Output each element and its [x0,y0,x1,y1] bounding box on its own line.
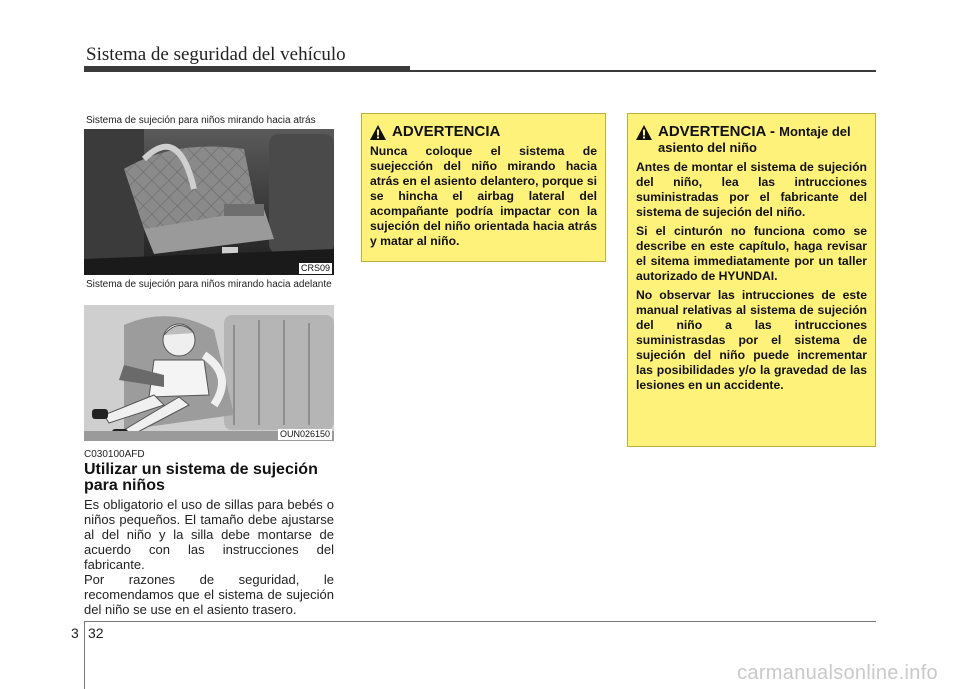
figure-code-crs09: CRS09 [300,263,330,273]
body-paragraph-2: Por razones de seguridad, le recomendamos que el sistema de sujeción del niño se use en el asiento trasero. [84,572,334,617]
warning-paragraph-3: No observar las intrucciones de este manual relativas al sistema de sujeción del niño a las intrucciones suministrasdas por el sistema de sujeción del niño puede incrementar las posibilidades y/o la gravedad de las lesiones en un accidente. [636,288,867,392]
figure-caption-forward-facing: Sistema de sujeción para niños mirando hacia adelante [86,279,332,290]
warning-title-separator: - [769,123,775,140]
page-header-title: Sistema de seguridad del vehículo [86,44,346,65]
forward-facing-seat-illustration [84,305,334,441]
warning-box-airbag [361,113,606,262]
warning-text: Nunca coloque el sistema de suejección del niño mirando hacia atrás en el asiento delantero, porque si se hincha el airbag lateral del acompañante podría impactar con la sujeción del niño orientada hacia atrás y matar al niño. [370,144,597,248]
warning-title-group [658,124,867,156]
section-code: C030100AFD [84,449,145,460]
warning-triangle-icon [636,125,652,140]
warning-title: ADVERTENCIA [658,123,766,140]
warning-subtitle: Montaje del asiento del niño [658,124,851,155]
rear-facing-seat-illustration [84,129,334,275]
warning-paragraph-2: Si el cinturón no funciona como se describe en este capítulo, haga revisar el sitema immediatamente por un taller autorizado de HYUNDAI. [636,224,867,283]
figure-code-oun026150: OUN026150 [279,429,330,439]
footer-rule [84,621,876,622]
warning-header [370,124,597,140]
header-rule-thick [84,66,410,72]
footer-divider [84,621,85,689]
warning-triangle-icon [370,125,386,140]
warning-box-child-seat-install [627,113,876,447]
page-chapter-number: 3 [71,625,79,641]
header-rule-thin [410,70,876,72]
warning-header [636,124,867,156]
figure-rear-facing-seat [84,129,334,275]
body-paragraph-1: Es obligatorio el uso de sillas para bebés o niños pequeños. El tamaño debe ajustarse al del niño y la silla debe montarse de acuerdo con las instrucciones del fabricante. [84,497,334,572]
warning-paragraph-1: Antes de montar el sistema de sujeción del niño, lea las intrucciones suministradas por el fabricante del sistema de sujeción del niño. [636,160,867,219]
page-number: 32 [88,625,104,641]
figure-caption-rear-facing: Sistema de sujeción para niños mirando hacia atrás [86,115,316,126]
figure-forward-facing-seat [84,305,334,441]
section-heading: Utilizar un sistema de sujeción para niños [84,461,318,494]
warning-title: ADVERTENCIA [392,123,501,140]
watermark-text: carmanualsonline.info [737,662,938,684]
